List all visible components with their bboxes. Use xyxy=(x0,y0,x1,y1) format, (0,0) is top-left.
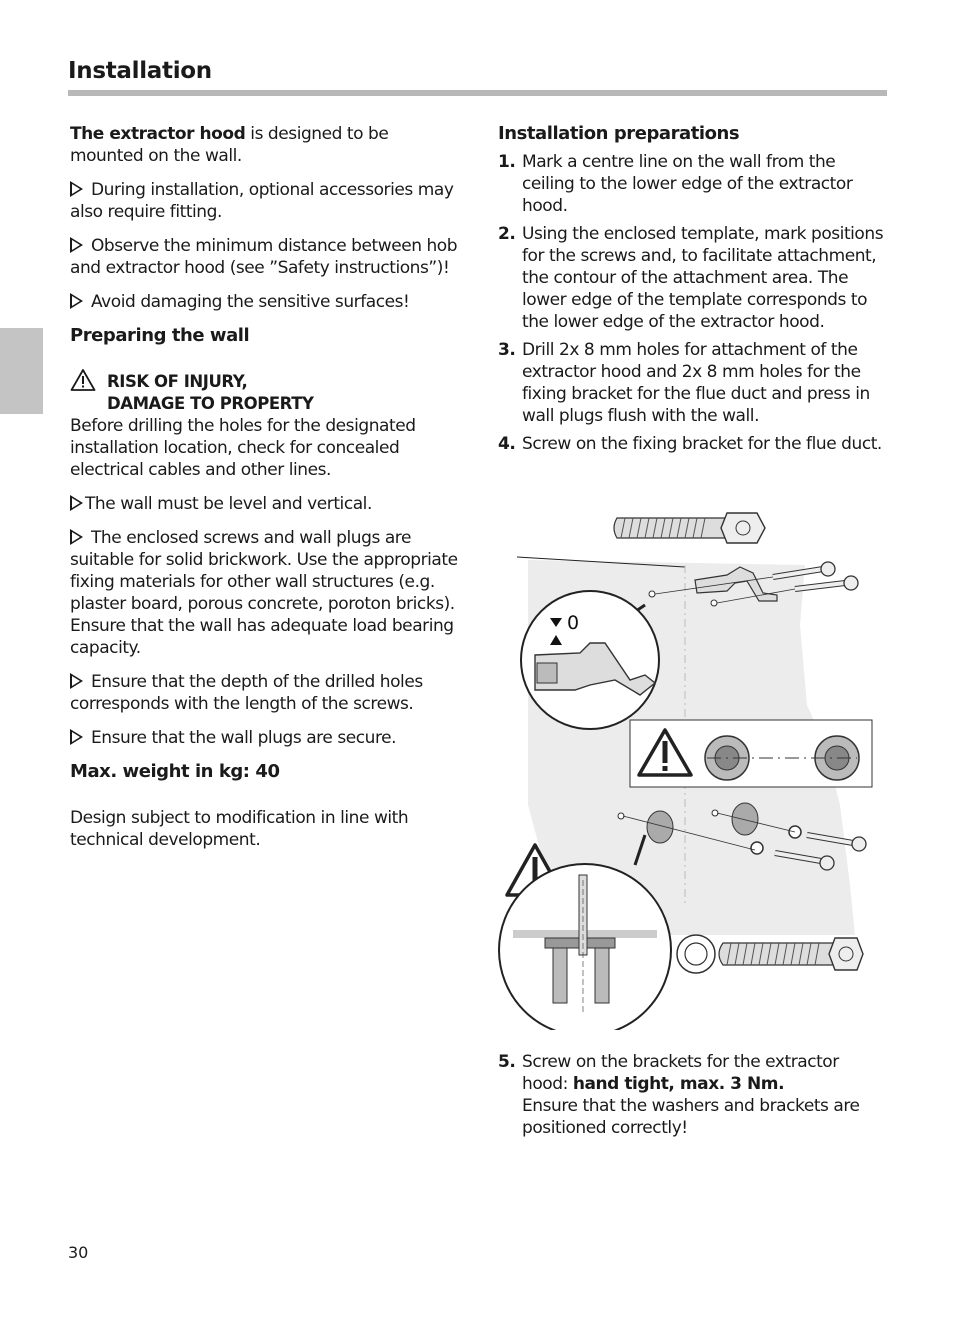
bolt-icon xyxy=(719,938,863,970)
bullet-text: The wall must be level and vertical. xyxy=(85,494,372,514)
bullet-text: During installation, optional accessories may also require fitting. xyxy=(70,180,454,222)
warning-title-1: RISK OF INJURY, xyxy=(107,372,248,391)
step-text-bold: hand tight, max. 3 Nm. xyxy=(572,1074,785,1094)
step-number: 5. xyxy=(498,1052,516,1072)
bullet-text: The enclosed screws and wall plugs are suitable for solid brickwork. Use the appropriate fixing materials for other wall structures (e.g. plaster board, porous concrete, poroton bricks). xyxy=(70,528,458,614)
installation-illustration xyxy=(495,505,880,1030)
step-item xyxy=(498,223,888,333)
bolt-icon xyxy=(614,513,765,543)
bullet-text: Observe the minimum distance between hob and extractor hood (see ”Safety instructions”)! xyxy=(70,236,458,278)
bullet-text: Ensure that the depth of the drilled holes corresponds with the length of the screws. xyxy=(70,672,423,714)
title-rule xyxy=(68,90,887,96)
wall-plug-icon xyxy=(647,811,673,843)
wall-heading: Preparing the wall xyxy=(70,325,250,346)
washer-icon xyxy=(677,935,715,973)
triangle-bullet-icon xyxy=(70,293,83,309)
intro-text: is designed to be mounted on the wall. xyxy=(70,124,389,166)
step-item xyxy=(498,339,888,427)
detail-zoom-circle xyxy=(521,591,659,729)
bullet-text: Avoid damaging the sensitive surfaces! xyxy=(91,292,410,312)
bullet-distance xyxy=(70,235,460,279)
step-number: 4. xyxy=(498,434,516,454)
step-item xyxy=(498,1051,888,1139)
section-tab xyxy=(0,328,43,414)
step-number: 1. xyxy=(498,152,516,172)
detail-zoom-circle xyxy=(499,864,671,1030)
screw-icon xyxy=(795,576,858,590)
triangle-bullet-icon xyxy=(70,729,83,745)
bullet-surfaces xyxy=(70,291,460,313)
step-text: Screw on the fixing bracket for the flue duct. xyxy=(522,434,882,454)
page-number: 30 xyxy=(68,1243,89,1262)
bullet-plugs xyxy=(70,727,460,749)
step-5 xyxy=(498,1051,888,1145)
step-text: Mark a centre line on the wall from the ceiling to the lower edge of the extractor hood. xyxy=(522,152,853,216)
intro-bold: The extractor hood xyxy=(70,124,246,144)
step-text: Using the enclosed template, mark positions for the screws and, to facilitate attachment, the contour of the attachment area. The lower edge of the template corresponds to the lower edge of the extractor hood. xyxy=(522,224,884,332)
intro-paragraph xyxy=(70,123,460,167)
preparations-heading: Installation preparations xyxy=(498,123,740,144)
right-column xyxy=(498,123,888,461)
bullet-depth xyxy=(70,671,460,715)
bullet-text: Ensure that the wall plugs are secure. xyxy=(91,728,397,748)
step-text-extra: Ensure that the washers and brackets are positioned correctly! xyxy=(522,1096,860,1138)
warning-text: Before drilling the holes for the designated installation location, check for concealed electrical cables and other lines. xyxy=(70,416,416,480)
bullet-screws-extra: Ensure that the wall has adequate load bearing capacity. xyxy=(70,616,454,658)
wall-plug-icon xyxy=(732,803,758,835)
triangle-bullet-icon xyxy=(70,529,83,545)
step-number: 3. xyxy=(498,340,516,360)
design-note: Design subject to modification in line with technical development. xyxy=(70,808,409,850)
triangle-bullet-icon xyxy=(70,181,83,197)
bullet-level xyxy=(70,493,460,515)
left-column xyxy=(70,123,460,851)
triangle-bullet-icon xyxy=(70,237,83,253)
bullet-screws xyxy=(70,527,460,615)
steps-list xyxy=(498,151,888,455)
step-item xyxy=(498,433,888,455)
triangle-bullet-icon xyxy=(70,495,83,511)
step-number: 2. xyxy=(498,224,516,244)
step-item xyxy=(498,151,888,217)
triangle-bullet-icon xyxy=(70,673,83,689)
max-weight: Max. weight in kg: 40 xyxy=(70,761,280,782)
warning-block xyxy=(70,371,460,415)
warning-triangle-icon xyxy=(70,368,96,392)
figure-label: 0 xyxy=(567,612,580,634)
step-text: Drill 2x 8 mm holes for attachment of the extractor hood and 2x 8 mm holes for the fixing bracket for the flue duct and press in wall plugs flush with the wall. xyxy=(522,340,870,426)
bullet-accessories xyxy=(70,179,460,223)
steps-list-continued xyxy=(498,1051,888,1139)
step-text: Screw on the brackets for the extractor hood: xyxy=(522,1052,839,1094)
warning-title-2: DAMAGE TO PROPERTY xyxy=(107,394,314,413)
page-title: Installation xyxy=(68,58,212,84)
